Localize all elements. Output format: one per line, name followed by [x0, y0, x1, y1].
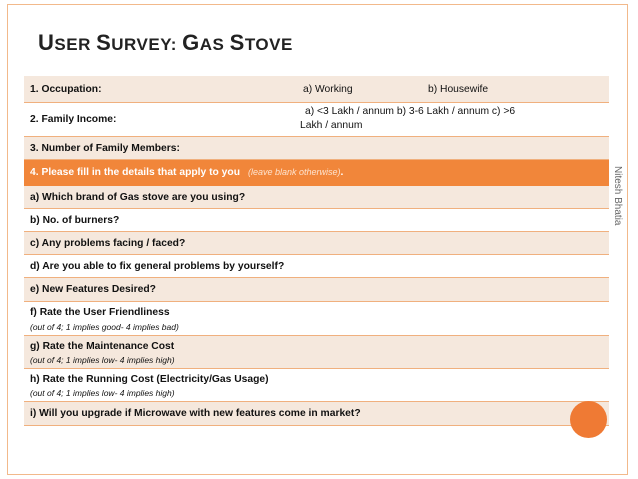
row-members: [24, 137, 609, 160]
income-options-line1[interactable]: a) <3 Lakh / annum b) 3-6 Lakh / annum c) >6: [305, 106, 516, 117]
section-4-header: [24, 160, 609, 186]
running-scale-note: (out of 4; 1 implies low- 4 implies high): [30, 388, 175, 398]
row-occupation: [24, 76, 609, 103]
row-income: [24, 103, 609, 137]
row-brand[interactable]: [24, 186, 609, 209]
row-running[interactable]: [24, 369, 609, 402]
maintenance-question: g) Rate the Maintenance Cost: [30, 341, 175, 352]
running-question: h) Rate the Running Cost (Electricity/Gas Usage): [30, 374, 269, 385]
occupation-label: 1. Occupation:: [30, 84, 102, 95]
income-options-line2[interactable]: Lakh / annum: [300, 120, 363, 131]
row-fix[interactable]: [24, 255, 609, 278]
page-title: USER SURVEY: GAS STOVE: [38, 30, 293, 55]
row-features[interactable]: [24, 278, 609, 302]
row-problems[interactable]: [24, 232, 609, 255]
survey-table: [24, 76, 609, 426]
problems-question: c) Any problems facing / faced?: [30, 238, 186, 249]
occupation-option-housewife[interactable]: b) Housewife: [428, 84, 489, 95]
income-label: 2. Family Income:: [30, 114, 117, 125]
row-burners[interactable]: [24, 209, 609, 232]
burners-question: b) No. of burners?: [30, 215, 120, 226]
fix-question: d) Are you able to fix general problems by yourself?: [30, 261, 285, 272]
row-maintenance[interactable]: [24, 336, 609, 369]
friendliness-scale-note: (out of 4; 1 implies good- 4 implies bad): [30, 322, 179, 332]
row-upgrade[interactable]: [24, 402, 609, 426]
brand-question: a) Which brand of Gas stove are you using?: [30, 192, 246, 203]
maintenance-scale-note: (out of 4; 1 implies low- 4 implies high): [30, 355, 175, 365]
friendliness-question: f) Rate the User Friendliness: [30, 307, 170, 318]
section-4-note: (leave blank otherwise): [248, 167, 341, 177]
upgrade-question: i) Will you upgrade if Microwave with new features come in market?: [30, 408, 361, 419]
occupation-option-working[interactable]: a) Working: [303, 84, 353, 95]
section-4-title: 4. Please fill in the details that apply to you (leave blank otherwise).: [30, 167, 344, 178]
row-friendliness[interactable]: [24, 302, 609, 336]
decorative-orange-circle: [570, 401, 607, 438]
members-label: 3. Number of Family Members:: [30, 143, 180, 154]
features-question: e) New Features Desired?: [30, 284, 156, 295]
author-watermark: Nitesh Bhatia: [612, 166, 623, 226]
